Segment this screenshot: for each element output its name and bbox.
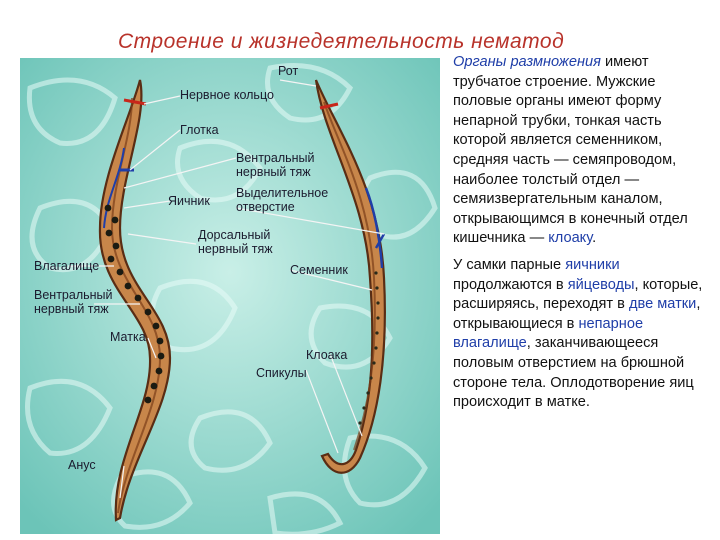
term-cloaca: клоаку <box>548 230 593 247</box>
text-male-end: . <box>592 230 597 247</box>
term-vagina: непарное влагалище <box>453 315 644 352</box>
term-oviducts: яйцеводы <box>567 276 635 293</box>
label-excretory-pore: Выделительное отверстие <box>236 186 329 214</box>
label-anus: Анус <box>68 458 96 472</box>
label-cloaca: Клоака <box>306 348 348 362</box>
paragraph-male <box>453 53 715 249</box>
term-reproductive-organs: Органы размножения <box>453 54 601 70</box>
term-two-uteri: две матки <box>628 296 697 313</box>
text-female-4: , открывающиеся в <box>453 296 701 332</box>
label-ventral-cord-top: Вентральный нервный тяж <box>236 151 315 179</box>
label-ventral-cord-left: Вентральный нервный тяж <box>34 288 113 316</box>
label-vagina: Влагалище <box>34 259 100 273</box>
label-dorsal-cord: Дорсальный нервный тяж <box>198 228 273 256</box>
label-ovary: Яичник <box>168 194 210 208</box>
page-title: Строение и жизнедеятельность нематод <box>118 30 565 53</box>
description-text <box>453 53 715 420</box>
text-female-5: , заканчивающееся половым отверстием на брюшной стороне тела. Оплодотворение яиц происходит в матке. <box>453 335 694 411</box>
text-female-2: продолжаются в <box>453 276 568 293</box>
paragraph-female <box>453 256 715 413</box>
text-female-3: , которые, расширяясь, переходят в <box>453 276 703 313</box>
label-pharynx: Глотка <box>180 123 219 137</box>
text-female-1: У самки парные <box>453 256 566 273</box>
label-uterus: Матка <box>110 330 146 344</box>
label-nerve-ring: Нервное кольцо <box>180 88 274 102</box>
label-mouth: Рот <box>278 64 299 78</box>
nematode-figure <box>20 58 440 534</box>
label-spicules: Спикулы <box>256 366 307 380</box>
label-testis: Семенник <box>290 263 348 277</box>
term-ovaries: яичники <box>565 256 620 273</box>
text-male-body: имеют трубчатое строение. Мужские половые органы имеют форму непарной трубки, тонкая часть которой является семенником, средняя часть — семяпроводом, наиболее толстый отдел — семяизвергательным каналом, открывающимся в конечный отдел кишечника — <box>453 54 688 247</box>
